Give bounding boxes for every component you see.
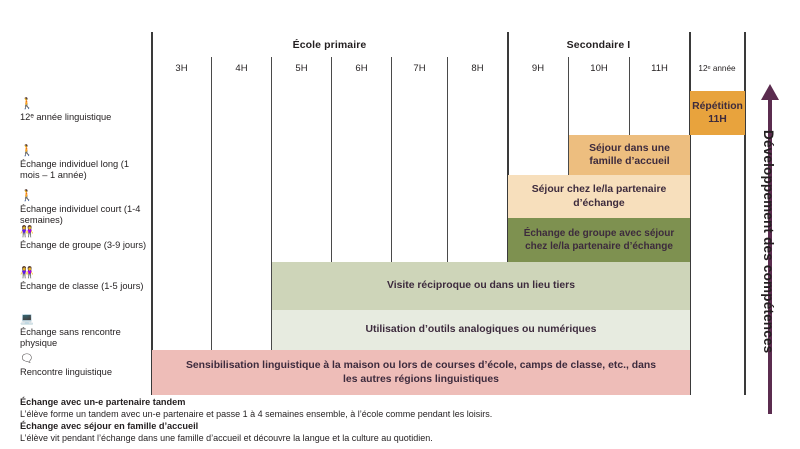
two-people-icon: 👭	[20, 267, 34, 279]
row-label-text: Échange de classe (1-5 jours)	[20, 281, 144, 291]
row-label-text: Échange individuel court (1-4 semaines)	[20, 204, 141, 226]
year-header-7h: 7H	[413, 63, 426, 74]
bar-visite-reciproque[interactable]: Visite réciproque ou dans un lieu tiers	[272, 262, 690, 310]
competence-axis-label: Développement des compétences	[761, 130, 776, 354]
stage-header-primaire: École primaire	[292, 39, 367, 51]
bar-repetition[interactable]: Répétition 11H	[690, 91, 745, 135]
row-label-text: Échange individuel long (1 mois – 1 année)	[20, 159, 130, 181]
gridline-right-edge	[744, 32, 746, 395]
bar-utilisation-outils[interactable]: Utilisation d’outils analogiques ou numériques	[272, 310, 690, 350]
row-label-12e-annee-linguistique	[20, 98, 148, 123]
footnote-1-body: L’élève forme un tandem avec un-e partenaire et passe 1 à 4 semaines ensemble, à l’école comme pendant les loisirs.	[20, 409, 493, 419]
bar-sejour-partenaire-echange[interactable]: Séjour chez le/la partenaire d’échange	[508, 175, 690, 218]
year-header-9h: 9H	[531, 63, 545, 74]
gridline-3h-4h	[211, 57, 212, 395]
year-header-11h: 11H	[651, 63, 668, 74]
year-header-8h: 8H	[471, 63, 484, 74]
footnote-2-title: Échange avec séjour en famille d’accueil	[20, 421, 199, 431]
row-label-echange-individuel-long	[20, 145, 148, 182]
competence-axis-arrow	[752, 84, 798, 414]
bar-sensibilisation-linguistique[interactable]: Sensibilisation linguistique à la maison ou lors de courses d’école, camps de classe, etc., dans les autres régions linguistiques	[152, 350, 690, 395]
year-header-3h: 3H	[175, 63, 188, 74]
speech-bubble-icon: 🗨	[20, 353, 34, 365]
row-label-text: Échange de groupe (3-9 jours)	[20, 240, 147, 250]
two-people-icon: 👭	[20, 226, 34, 238]
laptop-icon: 💻	[20, 313, 34, 325]
footnote-1-title: Échange avec un-e partenaire tandem	[20, 397, 186, 407]
footnotes	[20, 396, 660, 444]
gridline-left-axis	[151, 32, 153, 395]
row-label-echange-de-groupe	[20, 226, 148, 251]
year-header-10h: 10H	[590, 63, 608, 74]
footnote-2-body: L’élève vit pendant l’échange dans une famille d’accueil et découvre la langue et la culture au quotidien.	[20, 433, 433, 443]
bar-sejour-famille-accueil[interactable]: Séjour dans une famille d’accueil	[569, 135, 690, 175]
person-icon: 🚶	[20, 190, 34, 202]
person-icon: 🚶	[20, 98, 34, 110]
person-icon: 🚶	[20, 145, 34, 157]
year-header-6h: 6H	[355, 63, 368, 74]
row-label-text: 12ᵉ année linguistique	[20, 112, 112, 122]
row-label-echange-sans-rencontre	[20, 313, 148, 350]
row-label-text: Rencontre linguistique	[20, 367, 112, 377]
row-label-text: Échange sans rencontre physique	[20, 327, 121, 349]
year-header-12e: 12ᵉ année	[698, 64, 736, 73]
bar-echange-groupe-sejour[interactable]: Échange de groupe avec séjour chez le/la partenaire d’échange	[508, 218, 690, 262]
row-label-echange-individuel-court	[20, 190, 148, 227]
year-header-5h: 5H	[295, 63, 308, 74]
row-label-rencontre-linguistique	[20, 353, 148, 378]
year-header-4h: 4H	[235, 63, 248, 74]
row-label-echange-de-classe	[20, 267, 148, 292]
stage-header-secondaire: Secondaire I	[566, 39, 631, 51]
